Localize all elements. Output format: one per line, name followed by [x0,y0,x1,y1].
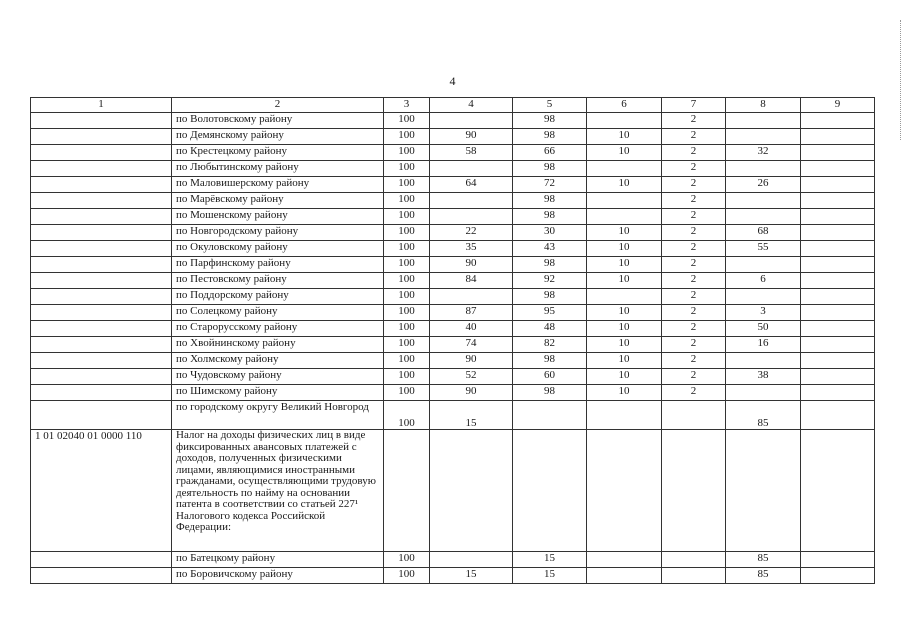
name-cell: по Маловишерскому району [172,177,384,193]
value-cell: 2 [662,145,726,161]
value-cell: 38 [726,369,801,385]
value-cell [726,257,801,273]
table-row [31,430,875,552]
value-cell: 100 [384,568,430,584]
value-cell [801,225,875,241]
value-cell [587,193,662,209]
name-cell: по Солецкому району [172,305,384,321]
code-cell [31,321,172,337]
value-cell [801,401,875,430]
value-cell [726,353,801,369]
value-cell: 66 [513,145,587,161]
value-cell [801,145,875,161]
value-cell: 2 [662,337,726,353]
value-cell: 98 [513,193,587,209]
value-cell: 82 [513,337,587,353]
table-row [31,289,875,305]
value-cell: 100 [384,113,430,129]
value-cell [801,209,875,225]
name-cell: по Поддорскому району [172,289,384,305]
value-cell: 98 [513,353,587,369]
code-cell [31,289,172,305]
value-cell [726,289,801,305]
name-cell: по Волотовскому району [172,113,384,129]
value-cell [662,401,726,430]
value-cell: 100 [384,552,430,568]
name-cell: по Демянскому району [172,129,384,145]
code-cell [31,161,172,177]
value-cell [726,129,801,145]
value-cell [801,273,875,289]
value-cell [587,289,662,305]
value-cell: 22 [430,225,513,241]
value-cell: 10 [587,305,662,321]
value-cell [801,113,875,129]
budget-table [30,97,875,584]
value-cell: 100 [384,257,430,273]
value-cell: 85 [726,568,801,584]
header-cell: 9 [801,98,875,113]
code-cell [31,177,172,193]
value-cell: 2 [662,129,726,145]
name-cell: по Шимскому району [172,385,384,401]
value-cell [726,161,801,177]
value-cell: 43 [513,241,587,257]
value-cell: 2 [662,209,726,225]
value-cell: 100 [384,225,430,241]
value-cell [801,552,875,568]
value-cell: 26 [726,177,801,193]
header-cell: 7 [662,98,726,113]
value-cell: 10 [587,369,662,385]
value-cell: 85 [726,552,801,568]
table-row [31,305,875,321]
value-cell: 52 [430,369,513,385]
value-cell: 10 [587,273,662,289]
value-cell: 100 [384,145,430,161]
value-cell: 85 [726,401,801,430]
value-cell [587,552,662,568]
value-cell: 100 [384,337,430,353]
value-cell: 2 [662,177,726,193]
value-cell: 10 [587,225,662,241]
value-cell: 2 [662,353,726,369]
value-cell: 15 [513,552,587,568]
header-row [31,98,875,113]
value-cell: 90 [430,353,513,369]
value-cell: 100 [384,177,430,193]
value-cell: 32 [726,145,801,161]
header-cell: 6 [587,98,662,113]
value-cell: 100 [384,193,430,209]
code-cell [31,369,172,385]
value-cell [801,305,875,321]
name-cell: по Батецкому району [172,552,384,568]
value-cell: 90 [430,129,513,145]
code-cell [31,273,172,289]
name-cell: по городскому округу Великий Новгород [172,401,384,430]
header-cell: 8 [726,98,801,113]
value-cell [801,568,875,584]
table-row [31,193,875,209]
value-cell [587,113,662,129]
value-cell: 3 [726,305,801,321]
value-cell [726,209,801,225]
code-cell [31,552,172,568]
scan-edge [900,20,903,140]
value-cell [801,337,875,353]
value-cell: 98 [513,385,587,401]
value-cell [513,401,587,430]
table-row [31,145,875,161]
value-cell: 10 [587,385,662,401]
value-cell: 98 [513,257,587,273]
value-cell: 100 [384,273,430,289]
value-cell: 15 [430,401,513,430]
table-row [31,113,875,129]
value-cell: 10 [587,353,662,369]
value-cell: 60 [513,369,587,385]
table-row [31,401,875,430]
value-cell [801,161,875,177]
value-cell: 98 [513,209,587,225]
value-cell: 2 [662,113,726,129]
table-row [31,568,875,584]
table-row [31,552,875,568]
code-cell [31,209,172,225]
value-cell: 2 [662,321,726,337]
table-row [31,129,875,145]
value-cell [801,193,875,209]
value-cell: 2 [662,241,726,257]
name-cell: по Старорусскому району [172,321,384,337]
value-cell [801,129,875,145]
value-cell: 100 [384,385,430,401]
code-cell [31,257,172,273]
value-cell: 2 [662,257,726,273]
value-cell [726,430,801,552]
value-cell: 100 [384,241,430,257]
name-cell: по Крестецкому району [172,145,384,161]
value-cell [587,568,662,584]
value-cell [587,161,662,177]
name-cell: Налог на доходы физических лиц в виде фиксированных авансовых платежей с доходов, полученных физическими лицами, являющимися иностранными гражданами, осуществляющими трудовую деятельность по найму на основании патента в соответствии со статьей 227¹ Налогового кодекса Российской Федерации: [172,430,384,552]
value-cell [726,113,801,129]
value-cell: 100 [384,129,430,145]
value-cell: 100 [384,401,430,430]
value-cell: 15 [513,568,587,584]
value-cell [430,209,513,225]
name-cell: по Мошенскому району [172,209,384,225]
name-cell: по Окуловскому району [172,241,384,257]
table-row [31,353,875,369]
value-cell [587,430,662,552]
value-cell: 95 [513,305,587,321]
table-row [31,369,875,385]
value-cell [430,193,513,209]
code-cell [31,193,172,209]
value-cell [801,385,875,401]
value-cell: 84 [430,273,513,289]
header-cell: 5 [513,98,587,113]
value-cell [801,257,875,273]
code-cell [31,241,172,257]
value-cell: 2 [662,369,726,385]
table-row [31,321,875,337]
value-cell: 2 [662,305,726,321]
value-cell [587,209,662,225]
value-cell: 16 [726,337,801,353]
value-cell [430,289,513,305]
value-cell: 2 [662,385,726,401]
value-cell: 2 [662,289,726,305]
value-cell: 2 [662,273,726,289]
name-cell: по Холмскому району [172,353,384,369]
value-cell: 10 [587,241,662,257]
table-row [31,209,875,225]
code-cell [31,337,172,353]
code-cell [31,568,172,584]
value-cell [801,321,875,337]
code-cell [31,401,172,430]
value-cell: 10 [587,129,662,145]
name-cell: по Новгородскому району [172,225,384,241]
table-row [31,177,875,193]
value-cell: 74 [430,337,513,353]
value-cell [662,552,726,568]
name-cell: по Марёвскому району [172,193,384,209]
value-cell: 90 [430,385,513,401]
table-row [31,225,875,241]
value-cell: 10 [587,321,662,337]
code-cell [31,113,172,129]
value-cell: 10 [587,177,662,193]
value-cell [587,401,662,430]
value-cell: 100 [384,353,430,369]
value-cell: 35 [430,241,513,257]
value-cell [430,113,513,129]
value-cell [513,430,587,552]
value-cell [662,430,726,552]
value-cell [430,552,513,568]
value-cell: 2 [662,161,726,177]
value-cell [384,430,430,552]
code-cell [31,305,172,321]
value-cell [801,369,875,385]
value-cell: 98 [513,129,587,145]
header-cell: 3 [384,98,430,113]
name-cell: по Хвойнинскому району [172,337,384,353]
value-cell [801,241,875,257]
value-cell: 15 [430,568,513,584]
value-cell: 98 [513,161,587,177]
value-cell: 100 [384,305,430,321]
table-row [31,273,875,289]
value-cell [726,385,801,401]
value-cell: 92 [513,273,587,289]
value-cell: 98 [513,113,587,129]
name-cell: по Любытинскому району [172,161,384,177]
table-row [31,241,875,257]
value-cell [726,193,801,209]
value-cell: 100 [384,209,430,225]
value-cell: 10 [587,257,662,273]
value-cell: 64 [430,177,513,193]
code-cell: 1 01 02040 01 0000 110 [31,430,172,552]
page-number: 4 [449,74,456,88]
value-cell: 90 [430,257,513,273]
value-cell: 6 [726,273,801,289]
code-cell [31,353,172,369]
table-row [31,385,875,401]
value-cell: 2 [662,225,726,241]
header-cell: 4 [430,98,513,113]
value-cell: 100 [384,321,430,337]
name-cell: по Чудовскому району [172,369,384,385]
value-cell: 98 [513,289,587,305]
value-cell: 100 [384,369,430,385]
table-row [31,161,875,177]
value-cell: 58 [430,145,513,161]
name-cell: по Боровичскому району [172,568,384,584]
value-cell: 40 [430,321,513,337]
value-cell: 30 [513,225,587,241]
value-cell [430,430,513,552]
value-cell: 100 [384,289,430,305]
name-cell: по Парфинскому району [172,257,384,273]
value-cell: 10 [587,145,662,161]
value-cell: 55 [726,241,801,257]
code-cell [31,385,172,401]
value-cell: 48 [513,321,587,337]
header-cell: 1 [31,98,172,113]
code-cell [31,129,172,145]
code-cell [31,225,172,241]
table-row [31,337,875,353]
value-cell: 2 [662,193,726,209]
value-cell: 68 [726,225,801,241]
table-row [31,257,875,273]
value-cell [662,568,726,584]
value-cell [801,353,875,369]
header-cell: 2 [172,98,384,113]
value-cell: 72 [513,177,587,193]
value-cell [801,289,875,305]
name-cell: по Пестовскому району [172,273,384,289]
value-cell: 50 [726,321,801,337]
value-cell [801,177,875,193]
value-cell: 100 [384,161,430,177]
value-cell: 10 [587,337,662,353]
code-cell [31,145,172,161]
value-cell [430,161,513,177]
value-cell [801,430,875,552]
value-cell: 87 [430,305,513,321]
